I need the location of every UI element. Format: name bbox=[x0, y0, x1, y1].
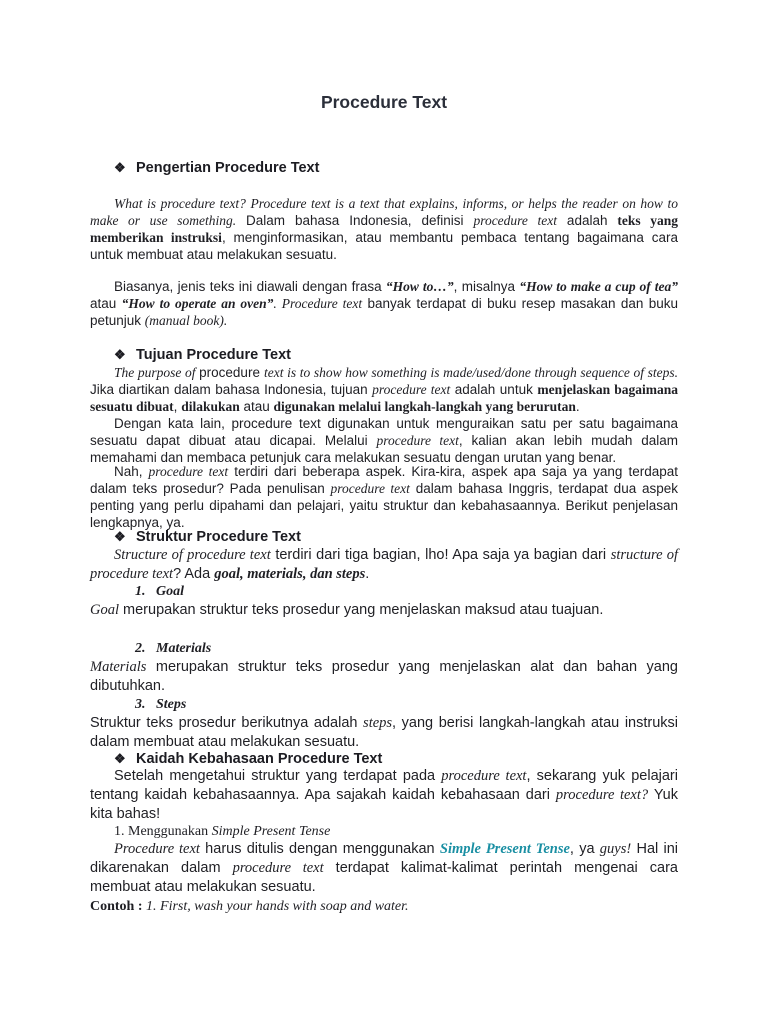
diamond-bullet-icon: ❖ bbox=[114, 529, 126, 544]
pengertian-paragraph-2: Biasanya, jenis teks ini diawali dengan frasa “How to…”, misalnya “How to make a cup of tea” atau “How to operate an oven”. Procedure text banyak terdapat di buku resep masakan dan buku petunjuk (manual book). bbox=[90, 279, 678, 328]
struktur-paragraph-1: Structure of procedure text terdiri dari tiga bagian, lho! Apa saja ya bagian dari structure of procedure text? Ada goal, materials, dan steps. bbox=[90, 547, 678, 582]
heading-tujuan: ❖ Tujuan Procedure Text bbox=[114, 347, 291, 363]
page-title: Procedure Text bbox=[320, 92, 448, 112]
pengertian-paragraph-1: What is procedure text? Procedure text is a text that explains, informs, or helps the reader on how to make or use something. Dalam bahasa Indonesia, definisi procedure text adalah teks yang memberikan instruksi, menginformasikan, atau membantu pembaca tentang bagaimana cara untuk membuat atau melakukan sesuatu. bbox=[90, 196, 678, 262]
struktur-item-goal-label: 1. Goal bbox=[135, 584, 184, 599]
heading-kaidah: ❖ Kaidah Kebahasaan Procedure Text bbox=[114, 751, 383, 767]
kaidah-subheading-1: 1. Menggunakan Simple Present Tense bbox=[114, 824, 331, 839]
kaidah-paragraph-1: Setelah mengetahui struktur yang terdapat pada procedure text, sekarang yuk pelajari tentang kaidah kebahasaannya. Apa sajakah kaidah kebahasaan dari procedure text? Yuk kita bahas! bbox=[90, 768, 678, 822]
diamond-bullet-icon: ❖ bbox=[114, 751, 126, 766]
kaidah-paragraph-2: Procedure text harus ditulis dengan menggunakan Simple Present Tense, ya guys! Hal ini dikarenakan dalam procedure text terdapat kalimat-kalimat perintah mengenai cara membuat atau melakukan sesuatu. bbox=[90, 841, 678, 895]
diamond-bullet-icon: ❖ bbox=[114, 347, 126, 362]
struktur-item-steps-desc: Struktur teks prosedur berikutnya adalah steps, yang berisi langkah-langkah atau instruksi dalam membuat atau melakukan sesuatu. bbox=[90, 715, 678, 750]
struktur-item-goal-desc: Goal merupakan struktur teks prosedur yang menjelaskan maksud atau tuajuan. bbox=[90, 602, 604, 618]
tujuan-paragraph-2: Dengan kata lain, procedure text digunakan untuk menguraikan satu per satu bagaimana sesuatu dapat dibuat atau dicapai. Melalui procedure text, kalian akan lebih mudah dalam memahami dan membaca petunjuk cara melakukan sesuatu dengan urutan yang benar. bbox=[90, 416, 678, 465]
kaidah-example: Contoh : 1. First, wash your hands with soap and water. bbox=[90, 899, 409, 914]
heading-pengertian: ❖ Pengertian Procedure Text bbox=[114, 160, 320, 176]
diamond-bullet-icon: ❖ bbox=[114, 160, 126, 175]
struktur-item-steps-label: 3. Steps bbox=[135, 697, 187, 712]
tujuan-paragraph-1: The purpose of procedure text is to show how something is made/used/done through sequence of steps. Jika diartikan dalam bahasa Indonesia, tujuan procedure text adalah untuk menjelaskan bagaimana sesuatu dibuat, dilakukan atau digunakan melalui langkah-langkah yang berurutan. bbox=[90, 365, 679, 414]
tujuan-paragraph-3: Nah, procedure text terdiri dari beberapa aspek. Kira-kira, aspek apa saja ya yang terdapat dalam teks prosedur? Pada penulisan procedure text dalam bahasa Inggris, terdapat dua aspek penting yang perlu dipahami dan pelajari, yaitu struktur dan kebahasaannya. Berikut penjelasan lengkapnya, ya. bbox=[90, 464, 679, 530]
heading-struktur: ❖ Struktur Procedure Text bbox=[114, 529, 301, 545]
struktur-item-materials-desc: Materials merupakan struktur teks prosedur yang menjelaskan alat dan bahan yang dibutuhkan. bbox=[90, 659, 678, 694]
struktur-item-materials-label: 2. Materials bbox=[135, 641, 212, 656]
